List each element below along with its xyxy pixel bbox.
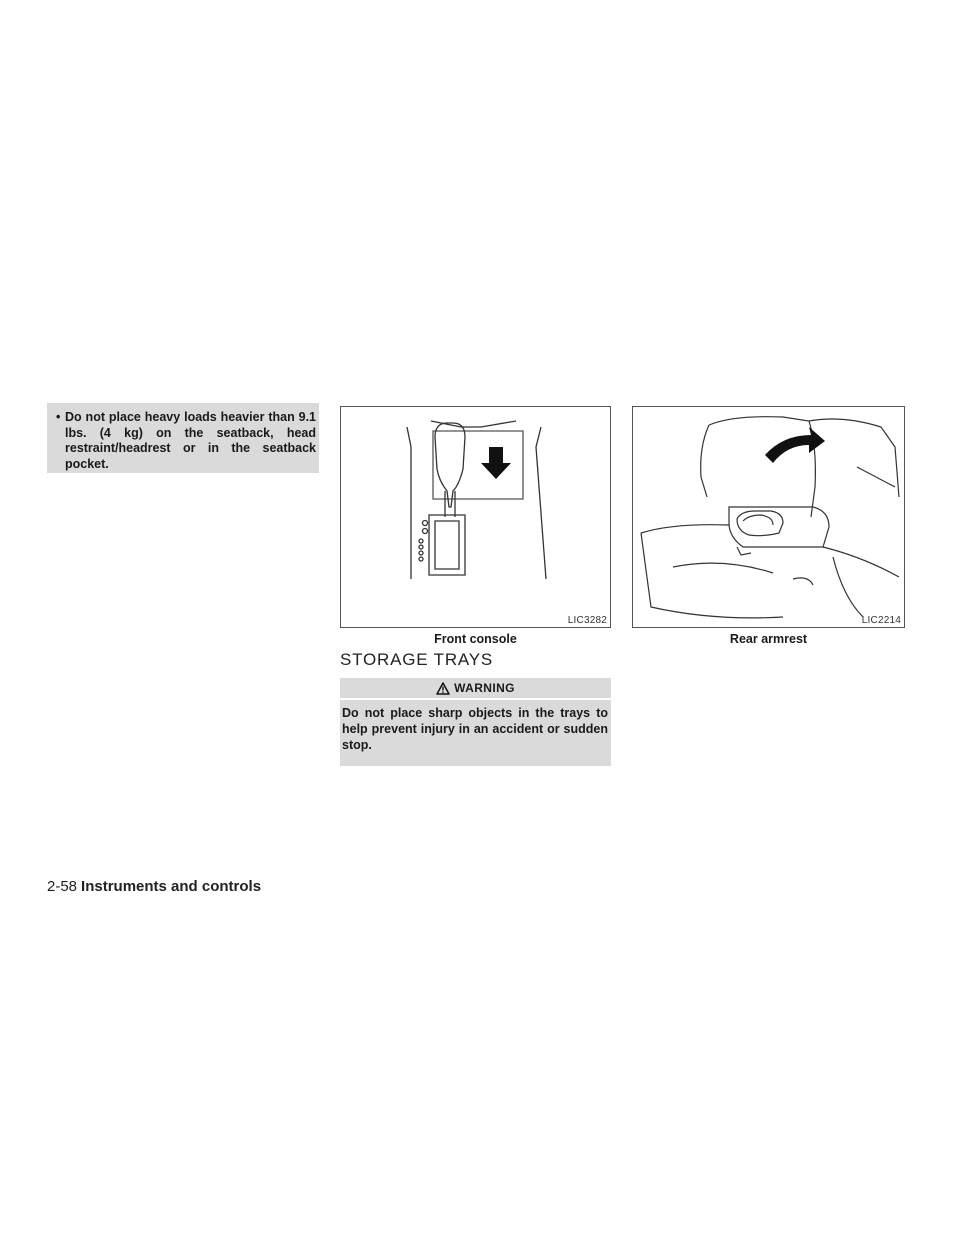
footer-section-title: Instruments and controls — [81, 878, 262, 895]
warning-header — [340, 678, 611, 698]
warning-triangle-icon — [436, 682, 450, 695]
warning-label: WARNING — [454, 681, 515, 695]
rear-armrest-illustration — [633, 407, 904, 627]
caution-note-box — [47, 403, 319, 473]
rotate-arrow-icon — [765, 427, 825, 463]
warning-text: Do not place sharp objects in the trays to help prevent injury in an accident or sudden stop. — [342, 706, 608, 752]
figure-rear-armrest — [632, 406, 905, 628]
figure-code: LIC2214 — [861, 615, 901, 626]
front-console-illustration — [341, 407, 610, 627]
page-number: 2-58 — [47, 878, 78, 895]
figure-code: LIC3282 — [567, 615, 607, 626]
figure-caption: Front console — [434, 632, 517, 646]
figure-front-console — [340, 406, 611, 628]
page-footer — [47, 878, 261, 895]
bullet-item — [51, 410, 316, 472]
section-heading: STORAGE TRAYS — [340, 650, 494, 669]
down-arrow-icon — [481, 447, 511, 479]
bullet-text: Do not place heavy loads heavier than 9.1 lbs. (4 kg) on the seatback, head restraint/headrest or in the seatback pocket. — [65, 410, 316, 471]
figure-caption: Rear armrest — [729, 632, 808, 646]
bullet-marker: • — [56, 410, 61, 424]
warning-body — [340, 700, 611, 766]
